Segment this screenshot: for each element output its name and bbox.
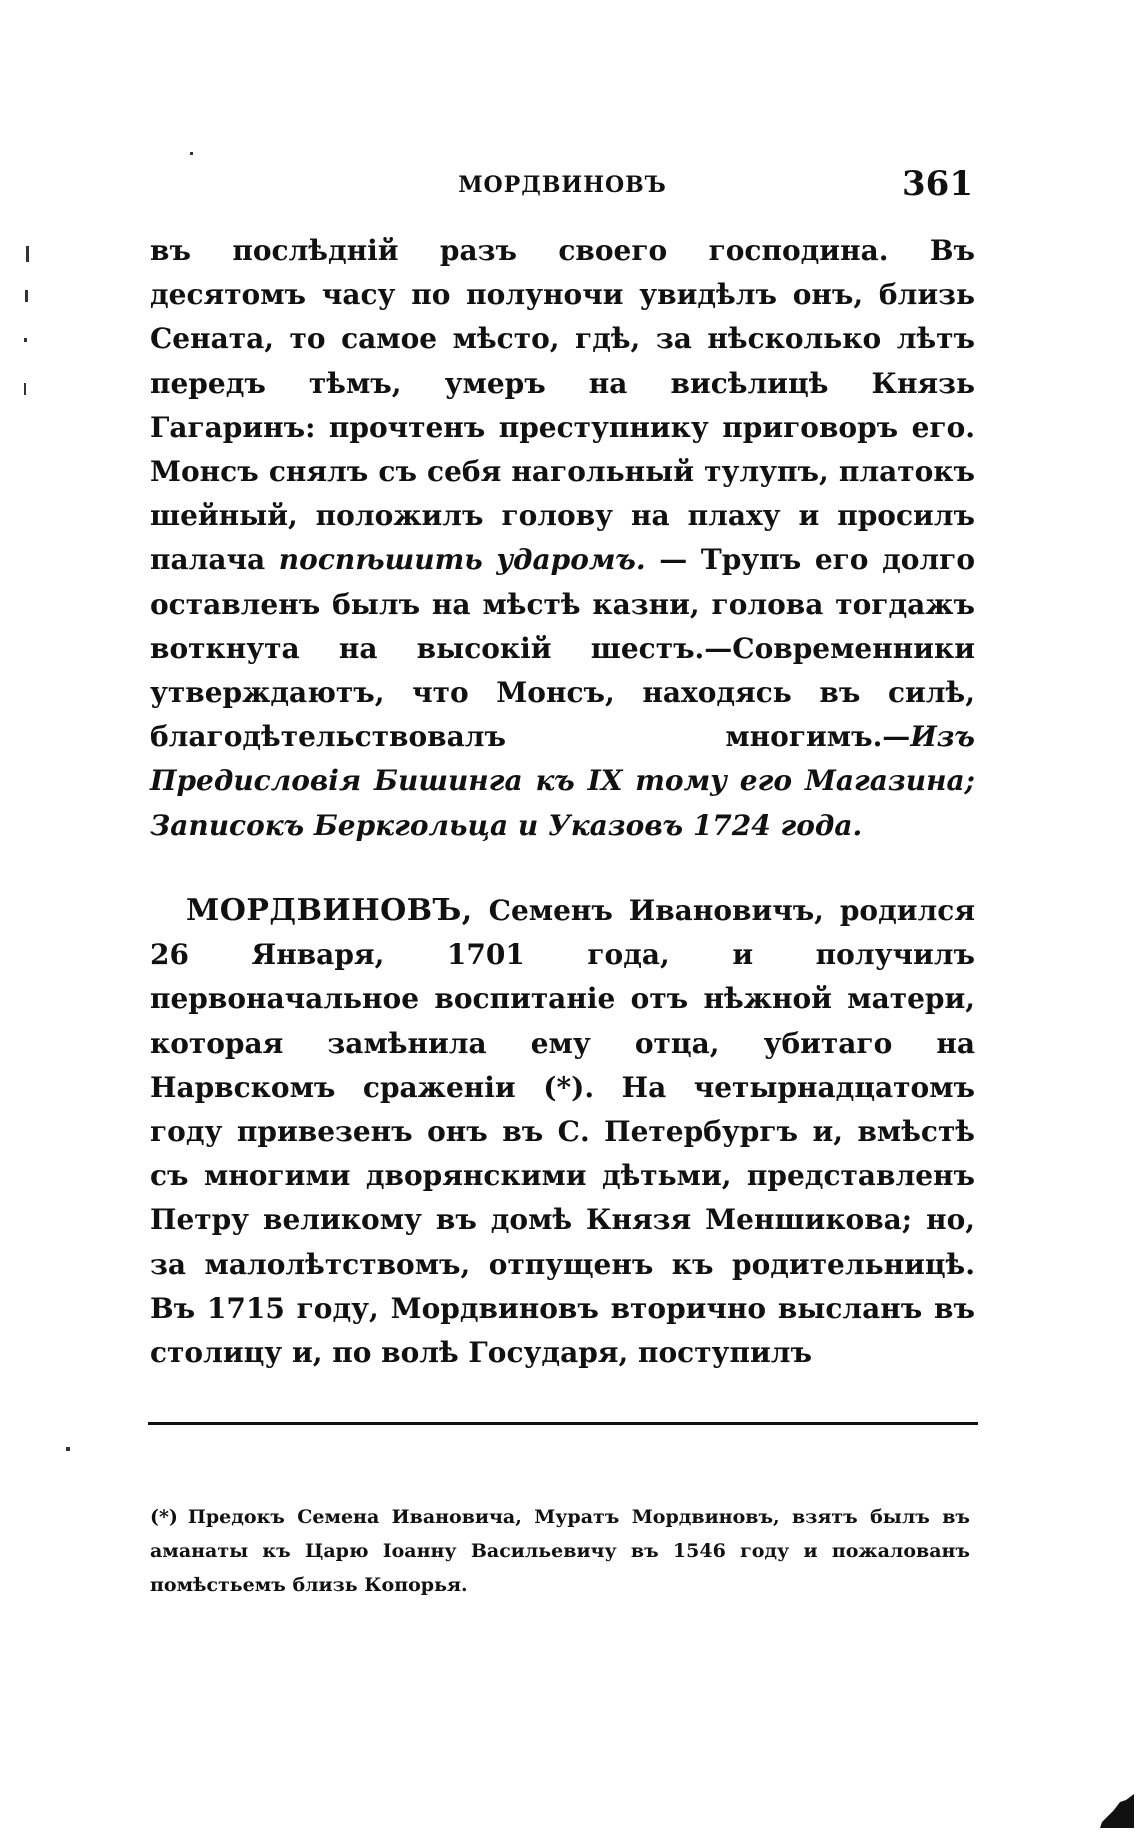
footnote-text: Предокъ Семена Ивановича, Муратъ Мордвиновъ, взятъ былъ въ аманаты къ Царю Іоанну Васильевичу въ 1546 году и пожалованъ помѣстьемъ близь Копорья. (150, 1506, 970, 1596)
footnote-marker: (*) (150, 1506, 178, 1528)
margin-mark (26, 246, 29, 262)
italic-phrase: поспѣшить ударомъ. (278, 543, 646, 577)
paragraph-text: въ послѣдній разъ своего господина. Въ десятомъ часу по полуночи увидѣлъ онъ, близь Сената, то самое мѣсто, гдѣ, за нѣсколько лѣтъ передъ тѣмъ, умеръ на висѣлицѣ Князь Гагаринъ: прочтенъ преступнику приговоръ его. Монсъ снялъ съ себя нагольный тулупъ, платокъ шейный, положилъ голову на плаху и просилъ палача (150, 234, 975, 577)
running-title: МОРДВИНОВЪ (458, 172, 667, 198)
paragraph-text: — Трупъ его долго оставленъ былъ на мѣстѣ казни, голова тогдажъ воткнута на высокій шестъ.—Современники утверждаютъ, что Монсъ, находясь въ силѣ, благодѣтельствовалъ многимъ.— (150, 543, 975, 754)
paragraph-text: Семенъ Ивановичъ, родился 26 Января, 1701 года, и получилъ первоначальное воспитаніе отъ нѣжной матери, которая замѣнила ему отца, убитаго на Нарвскомъ сраженіи (*). На четырнадцатомъ году привезенъ онъ въ С. Петербургъ и, вмѣстѣ съ многими дворянскими дѣтьми, представленъ Петру великому въ домѣ Князя Меншикова; но, за малолѣтствомъ, отпущенъ къ родительницѣ. Въ 1715 году, Мордвиновъ вторично высланъ въ столицу и, по волѣ Государя, поступилъ (150, 894, 975, 1370)
margin-mark (66, 1447, 70, 1451)
paragraph-monse-execution (150, 229, 975, 848)
margin-mark (24, 338, 27, 342)
margin-mark (24, 383, 26, 395)
entry-name: МОРДВИНОВЪ, (186, 893, 473, 928)
paragraph-mordvinov-biography (150, 889, 975, 1375)
footnote-separator (148, 1422, 978, 1425)
source-citation: Изъ Предисловія Бишинга къ IX тому его Магазина; Записокъ Беркгольца и Указовъ 1724 года. (150, 720, 975, 842)
running-header (150, 164, 975, 212)
margin-mark (25, 290, 28, 302)
footnote (150, 1500, 970, 1602)
margin-mark (190, 152, 193, 155)
page-number: 361 (902, 164, 973, 204)
page-curl-icon (1100, 1792, 1134, 1828)
